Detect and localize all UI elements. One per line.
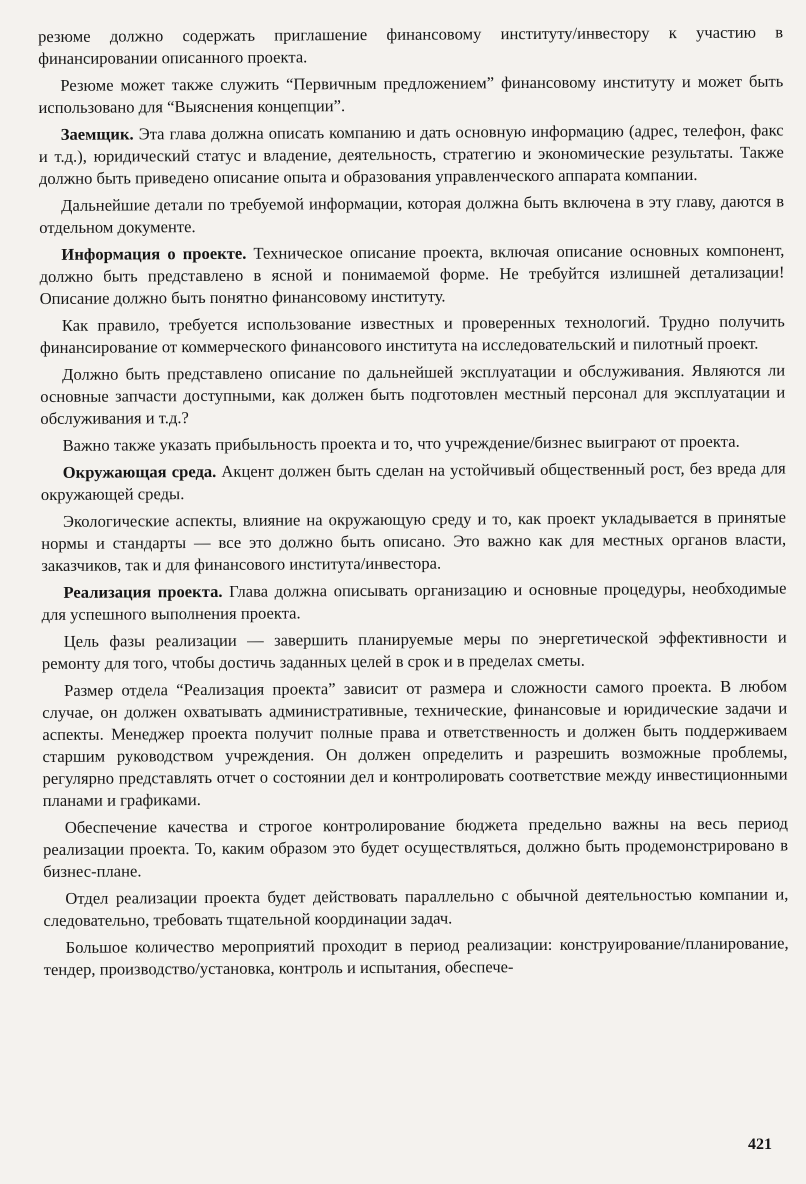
paragraph-text: Размер отдела “Реализация проекта” зависит от размера и сложности самого проекта. В любом случае, он должен охватывать административные, технические, финансовые и юридические задачи и аспекты. Менеджер проекта получит полные права и ответственность и должен быть поддерживаем старшим руководством учреждения. Он должен определить и разрешить возможные проблемы, регулярно представлять отчет о состоянии дел и контролировать соответствие между инвестиционными планами и графиками. [42,676,788,810]
paragraph-heading: Заемщик. [60,124,134,144]
paragraph-text: Техническое описание проекта, включая описание основных компонент, должно быть представлено в ясной и понимаемой форме. Не требуйтся излишней детализации! Описание должно быть понятно финансовому институту. [39,240,785,308]
paragraph-text: Важно также указать прибыльность проекта и то, что учреждение/бизнес выиграют от проекта. [62,431,740,455]
paragraph-text: Большое количество мероприятий проходит в период реализации: конструирование/планирование, тендер, производство/установка, контроль и испытания, обеспече- [43,933,789,979]
paragraph-heading: Реализация проекта. [63,581,223,602]
paragraph [44,932,789,981]
paragraph-heading: Окружающая среда. [62,461,217,482]
paragraph [43,883,788,932]
paragraph [38,21,783,70]
paragraph-text: Экологические аспекты, влияние на окружающую среду и то, как проект укладывается в принятые нормы и стандарты — все это должно быть описано. Это важно как для местных органов власти, заказчиков, так и для финансового института/инвестора. [41,507,787,575]
paragraph-text: резюме должно содержать приглашение финансовому институту/инвестору к участию в финансировании описанного проекта. [38,22,784,68]
paragraph [40,430,785,457]
paragraph-text: Отдел реализации проекта будет действовать параллельно с обычной деятельностью компании и, следовательно, требовать тщательной координации задач. [43,884,789,930]
paragraph [41,506,786,577]
paragraph [38,70,783,119]
paragraph-text: Как правило, требуется использование известных и проверенных технологий. Трудно получить финансирование от коммерческого финансового института на исследовательский и пилотный проект. [39,311,785,357]
paragraph [42,626,787,675]
page-body [38,21,790,1166]
paragraph-text: Глава должна описывать организацию и основные процедуры, необходимые для успешного выполнения проекта. [41,578,787,624]
paragraph-text: Цель фазы реализации — завершить планируемые меры по энергетической эффективности и ремонту для того, чтобы достичь заданных целей в срок и в пределах сметы. [41,627,787,673]
paragraph [39,239,784,310]
paragraph [42,675,788,812]
paragraph-text: Эта глава должна описать компанию и дать основную информацию (адрес, телефон, факс и т.д.), юридический статус и владение, деятельность, стратегию и экономические результаты. Также должно быть приведено описание опыта и образования управленческого аппарата компании. [38,120,784,188]
paragraph [39,190,784,239]
paragraph-text: Обеспечение качества и строгое контролирование бюджета предельно важны на весь период реализации проекта. То, каким образом это будет осуществляться, должно быть продемонстрировано в бизнес-плане. [42,813,789,881]
paragraph [41,457,786,506]
paragraph [40,310,785,359]
paragraph-text: Должно быть представлено описание по дальнейшей эксплуатации и обслуживания. Являются ли основные запчасти доступными, как должен быть подготовлен местный персонал для эксплуатации и обслуживания и т.д.? [40,360,786,428]
paragraph [40,359,785,430]
page-number: 421 [748,1136,772,1153]
paragraph [43,812,788,883]
paragraph-text: Дальнейшие детали по требуемой информации, которая должна быть включена в эту главу, даются в отдельном документе. [39,191,785,237]
paragraph-heading: Информация о проекте. [61,243,247,264]
paragraph-text: Акцент должен быть сделан на устойчивый общественный рост, без вреда для окружающей среды. [40,458,786,504]
paragraph [39,119,784,190]
paragraph [41,577,786,626]
paragraph-text: Резюме может также служить “Первичным предложением” финансовому институту и может быть использовано для “Выяснения концепции”. [38,71,784,117]
